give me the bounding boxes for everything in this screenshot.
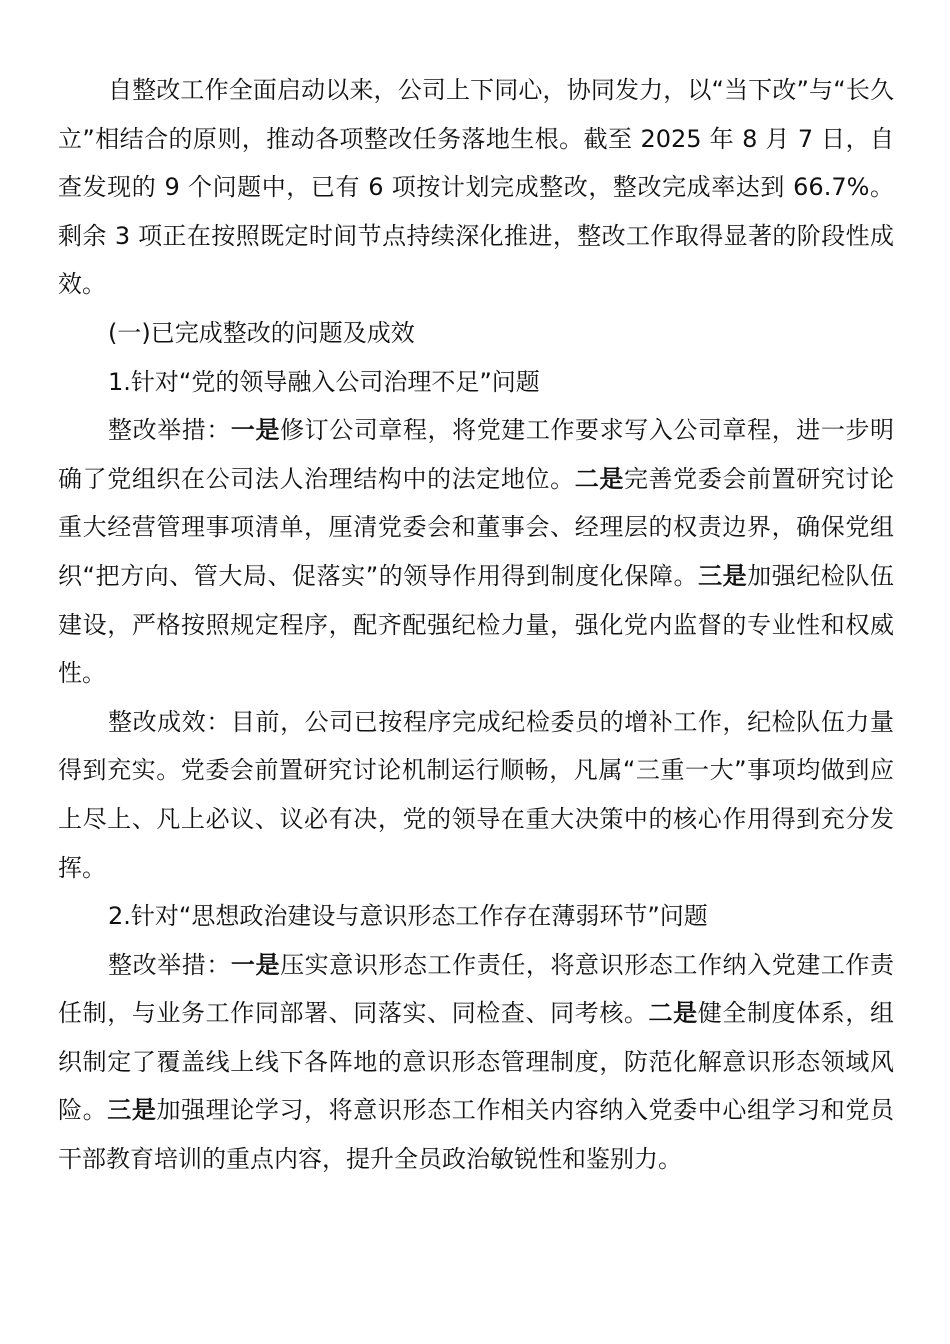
measure-text: 健全制度体系，组织制定了覆盖线上线下各阵地的意识形态管理制度，防范化解意识形态领域风险。 <box>58 999 895 1125</box>
item1-measures <box>58 406 894 698</box>
document-body <box>58 66 894 1184</box>
item1-title: 1.针对“党的领导融入公司治理不足”问题 <box>108 367 540 396</box>
marker-second: 二是 <box>574 464 624 493</box>
marker-third: 三是 <box>698 561 748 590</box>
measures-label: 整改举措： <box>108 950 231 979</box>
section-heading: (一)已完成整改的问题及成效 <box>108 318 415 347</box>
measure-text: 加强纪检队伍建设，严格按照规定程序，配齐配强纪检力量，强化党内监督的专业性和权威性。 <box>58 561 894 688</box>
marker-first: 一是 <box>230 950 281 979</box>
marker-first: 一是 <box>230 416 281 445</box>
intro-paragraph: 自整改工作全面启动以来，公司上下同心，协同发力，以“当下改”与“长久立”相结合的原则，推动各项整改任务落地生根。截至 2025 年 8 月 7 日，自查发现的 9 个问题中，已有 6 项按计划完成整改，整改完成率达到 66.7%。剩余 3 项正在按照既定时间节点持续深化推进，整改工作取得显著的阶段性成效。 <box>58 76 894 299</box>
item2-measures <box>58 941 894 1184</box>
item2-title: 2.针对“思想政治建设与意识形态工作存在薄弱环节”问题 <box>108 902 708 931</box>
measure-text: 修订公司章程，将党建工作要求写入公司章程，进一步明确了党组织在公司法人治理结构中的法定地位。 <box>58 416 895 493</box>
measure-text: 压实意识形态工作责任，将意识形态工作纳入党建工作责任制，与业务工作同部署、同落实、同检查、同考核。 <box>58 950 895 1028</box>
marker-second: 二是 <box>648 999 698 1028</box>
item1-results: 整改成效：目前，公司已按程序完成纪检委员的增补工作，纪检队伍力量得到充实。党委会前置研究讨论机制运行顺畅，凡属“三重一大”事项均做到应上尽上、凡上必议、议必有决，党的领导在重大决策中的核心作用得到充分发挥。 <box>58 707 894 882</box>
marker-third: 三是 <box>107 1096 157 1125</box>
measure-text: 加强理论学习，将意识形态工作相关内容纳入党委中心组学习和党员干部教育培训的重点内容，提升全员政治敏锐性和鉴别力。 <box>58 1096 895 1174</box>
measure-text: 完善党委会前置研究讨论重大经营管理事项清单，厘清党委会和董事会、经理层的权责边界，确保党组织“把方向、管大局、促落实”的领导作用得到制度化保障。 <box>58 464 895 590</box>
measures-label: 整改举措： <box>108 416 231 445</box>
